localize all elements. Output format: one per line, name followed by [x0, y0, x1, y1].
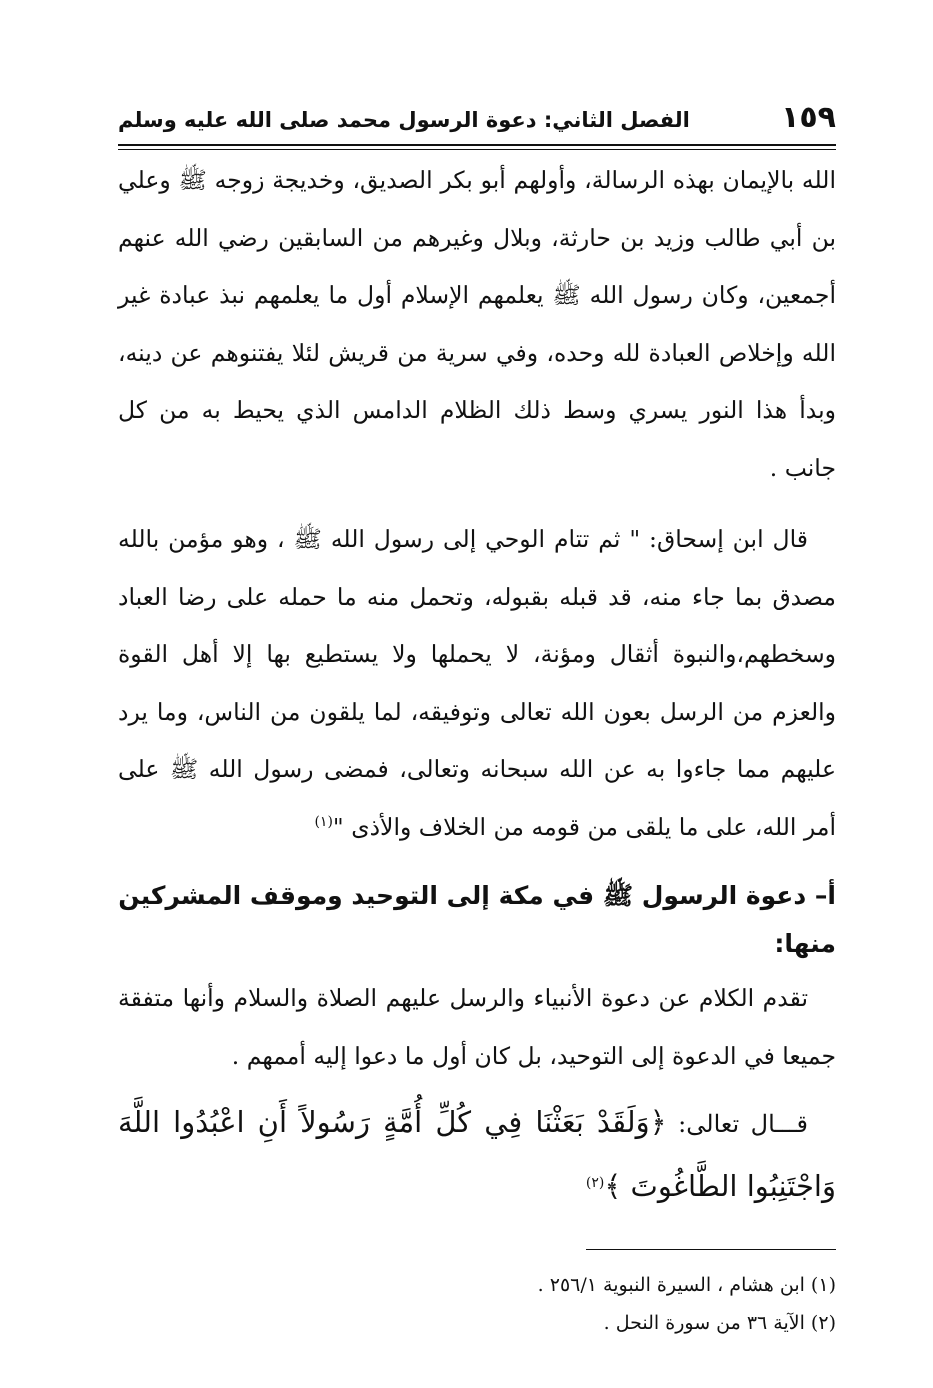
section-heading: أ– دعوة الرسول ﷺ في مكة إلى التوحيد وموقف المشركين منها: — [118, 881, 836, 958]
footnote-1: (١) ابن هشام ، السيرة النبوية ٢٥٦/١ . — [537, 1274, 836, 1296]
paragraph-early-converts: الله بالإيمان بهذه الرسالة، وأولهم أبو بكر الصديق، وخديجة زوجه ﷺ وعلي بن أبي طالب وزيد بن حارثة، وبلال وغيرهم من السابقين رضي الله عنهم أجمعين، وكان رسول الله ﷺ يعلمهم الإسلام أول ما يعلمهم نبذ عبادة غير الله وإخلاص العبادة لله وحده، وفي سرية من قريش لئلا يفتنوهم عن دينه، وبدأ هذا النور يسري وسط ذلك الظلام الدامس الذي يحيط به من كل جانب . — [118, 166, 836, 482]
section-body: تقدم الكلام عن دعوة الأنبياء والرسل عليهم الصلاة والسلام وأنها متفقة جميعا في الدعوة إلى التوحيد، بل كان أول ما دعوا إليه أممهم . — [118, 984, 836, 1070]
verse-paragraph — [118, 1091, 836, 1219]
ibn-ishaq-quote-text: قال ابن إسحاق: " ثم تتام الوحي إلى رسول الله ﷺ ، وهو مؤمن بالله مصدق بما جاء منه، قد قبله بقبوله، وتحمل منه ما حمله على رضا العباد وسخطهم،والنبوة أثقال ومؤنة، لا يحملها ولا يستطيع بها إلا أهل القوة والعزم من الرسل بعون الله تعالى وتوفيقه، لما يلقون من الناس، وما يرد عليهم مما جاءوا به عن الله سبحانه وتعالى، فمضى رسول الله ﷺ على أمر الله، على ما يلقى من قومه من الخلاف والأذى " — [118, 525, 836, 841]
footnote-2: (٢) الآية ٣٦ من سورة النحل . — [603, 1312, 836, 1334]
footnote-separator — [586, 1249, 836, 1250]
paragraph-ibn-ishaq-quote — [118, 511, 836, 856]
page-number: ١٥٩ — [781, 100, 836, 135]
book-page — [118, 100, 836, 1342]
header-rule — [118, 144, 836, 150]
quran-verse: ﴿وَلَقَدْ بَعَثْنَا فِي كُلِّ أُمَّةٍ رَسُولاً أَنِ اعْبُدُوا اللَّهَ وَاجْتَنِبُوا الطَّاغُوتَ ﴾ — [118, 1105, 836, 1203]
footnote-ref-1: (١) — [314, 813, 333, 830]
verse-intro: قـــال تعالى: — [678, 1110, 808, 1138]
footnote-ref-2: (٢) — [585, 1175, 605, 1191]
chapter-title: الفصل الثاني: دعوة الرسول محمد صلى الله عليه وسلم — [118, 108, 690, 132]
running-header — [118, 100, 836, 140]
